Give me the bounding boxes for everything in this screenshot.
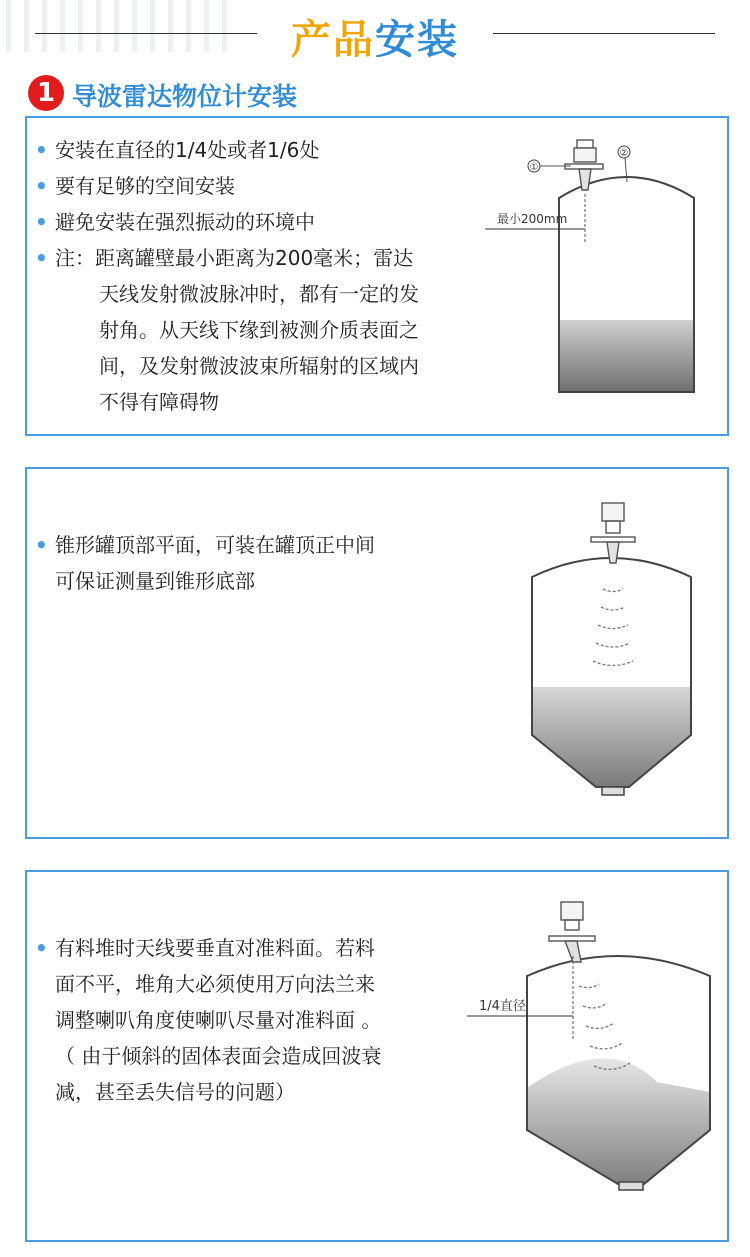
liquid-fill — [532, 687, 691, 787]
bullet-item — [35, 168, 235, 204]
bottom-outlet — [602, 787, 624, 795]
callout-label-1: ① — [529, 162, 539, 173]
note-line: 注：距离罐壁最小距离为200毫米；雷达 — [55, 246, 414, 270]
panel-install-position — [25, 116, 729, 436]
note-line: 天线发射微波脉冲时，都有一定的发 — [99, 282, 419, 306]
callout-label-2: ② — [619, 148, 629, 159]
bullet-text: 避免安装在强烈振动的环境中 — [55, 210, 315, 234]
bullet-dot-icon: • — [35, 138, 48, 162]
bullet-item — [35, 132, 319, 168]
bullet-text: 锥形罐顶部平面，可装在罐顶正中间 — [55, 533, 375, 557]
page-title-part1: 产品 — [291, 17, 375, 63]
liquid-fill — [559, 320, 694, 392]
radar-transmitter-icon — [565, 140, 603, 190]
bullet-item — [35, 930, 375, 966]
bullet-dot-icon: • — [35, 533, 48, 557]
radar-transmitter-icon — [549, 902, 595, 962]
radar-transmitter-icon — [591, 503, 635, 563]
radar-wave-icon — [579, 984, 630, 1069]
section-number-badge: 1 — [28, 75, 64, 111]
note-line: 间，及发射微波波束所辐射的区域内 — [99, 354, 419, 378]
bullet-text: 要有足够的空间安装 — [55, 174, 235, 198]
header-decoration — [0, 0, 240, 60]
bullet-continuation: 可保证测量到锥形底部 — [55, 569, 255, 593]
panel-material-heap — [25, 870, 729, 1242]
page-title — [270, 8, 480, 65]
bullet-item — [35, 204, 315, 240]
page-title-part2: 安装 — [375, 17, 459, 63]
bullet-text: 有料堆时天线要垂直对准料面。若料 — [55, 936, 375, 960]
bullet-continuation: 面不平，堆角大必须使用万向法兰来 — [55, 972, 375, 996]
material-heap-fill — [527, 1058, 710, 1184]
header-line-right — [493, 33, 715, 34]
note-line: 不得有障碍物 — [99, 390, 219, 414]
min-distance-label: 最小200mm — [497, 212, 568, 226]
bullet-continuation: 减，甚至丢失信号的问题） — [55, 1080, 295, 1104]
radar-wave-icon — [593, 589, 633, 666]
header-line-left — [35, 33, 257, 34]
tank-diagram-3 — [457, 892, 725, 1222]
note-line: 射角。从天线下缘到被测介质表面之 — [99, 318, 419, 342]
section-title: 导波雷达物位计安装 — [72, 82, 298, 111]
bullet-dot-icon: • — [35, 210, 48, 234]
tank-diagram-1 — [467, 132, 727, 422]
quarter-diameter-label: 1/4直径 — [479, 999, 526, 1014]
bullet-item — [35, 240, 413, 276]
bullet-continuation: （ 由于倾斜的固体表面会造成回波衰 — [55, 1044, 382, 1068]
bullet-text: 安装在直径的1/4处或者1/6处 — [55, 138, 320, 162]
panel-cone-top — [25, 467, 729, 839]
bottom-outlet — [619, 1182, 643, 1190]
bullet-dot-icon: • — [35, 246, 48, 270]
bullet-dot-icon: • — [35, 174, 48, 198]
bullet-dot-icon: • — [35, 936, 48, 960]
bullet-continuation: 调整喇叭角度使喇叭尽量对准料面 。 — [55, 1008, 382, 1032]
bullet-item — [35, 527, 375, 563]
tank-diagram-2 — [507, 497, 727, 807]
